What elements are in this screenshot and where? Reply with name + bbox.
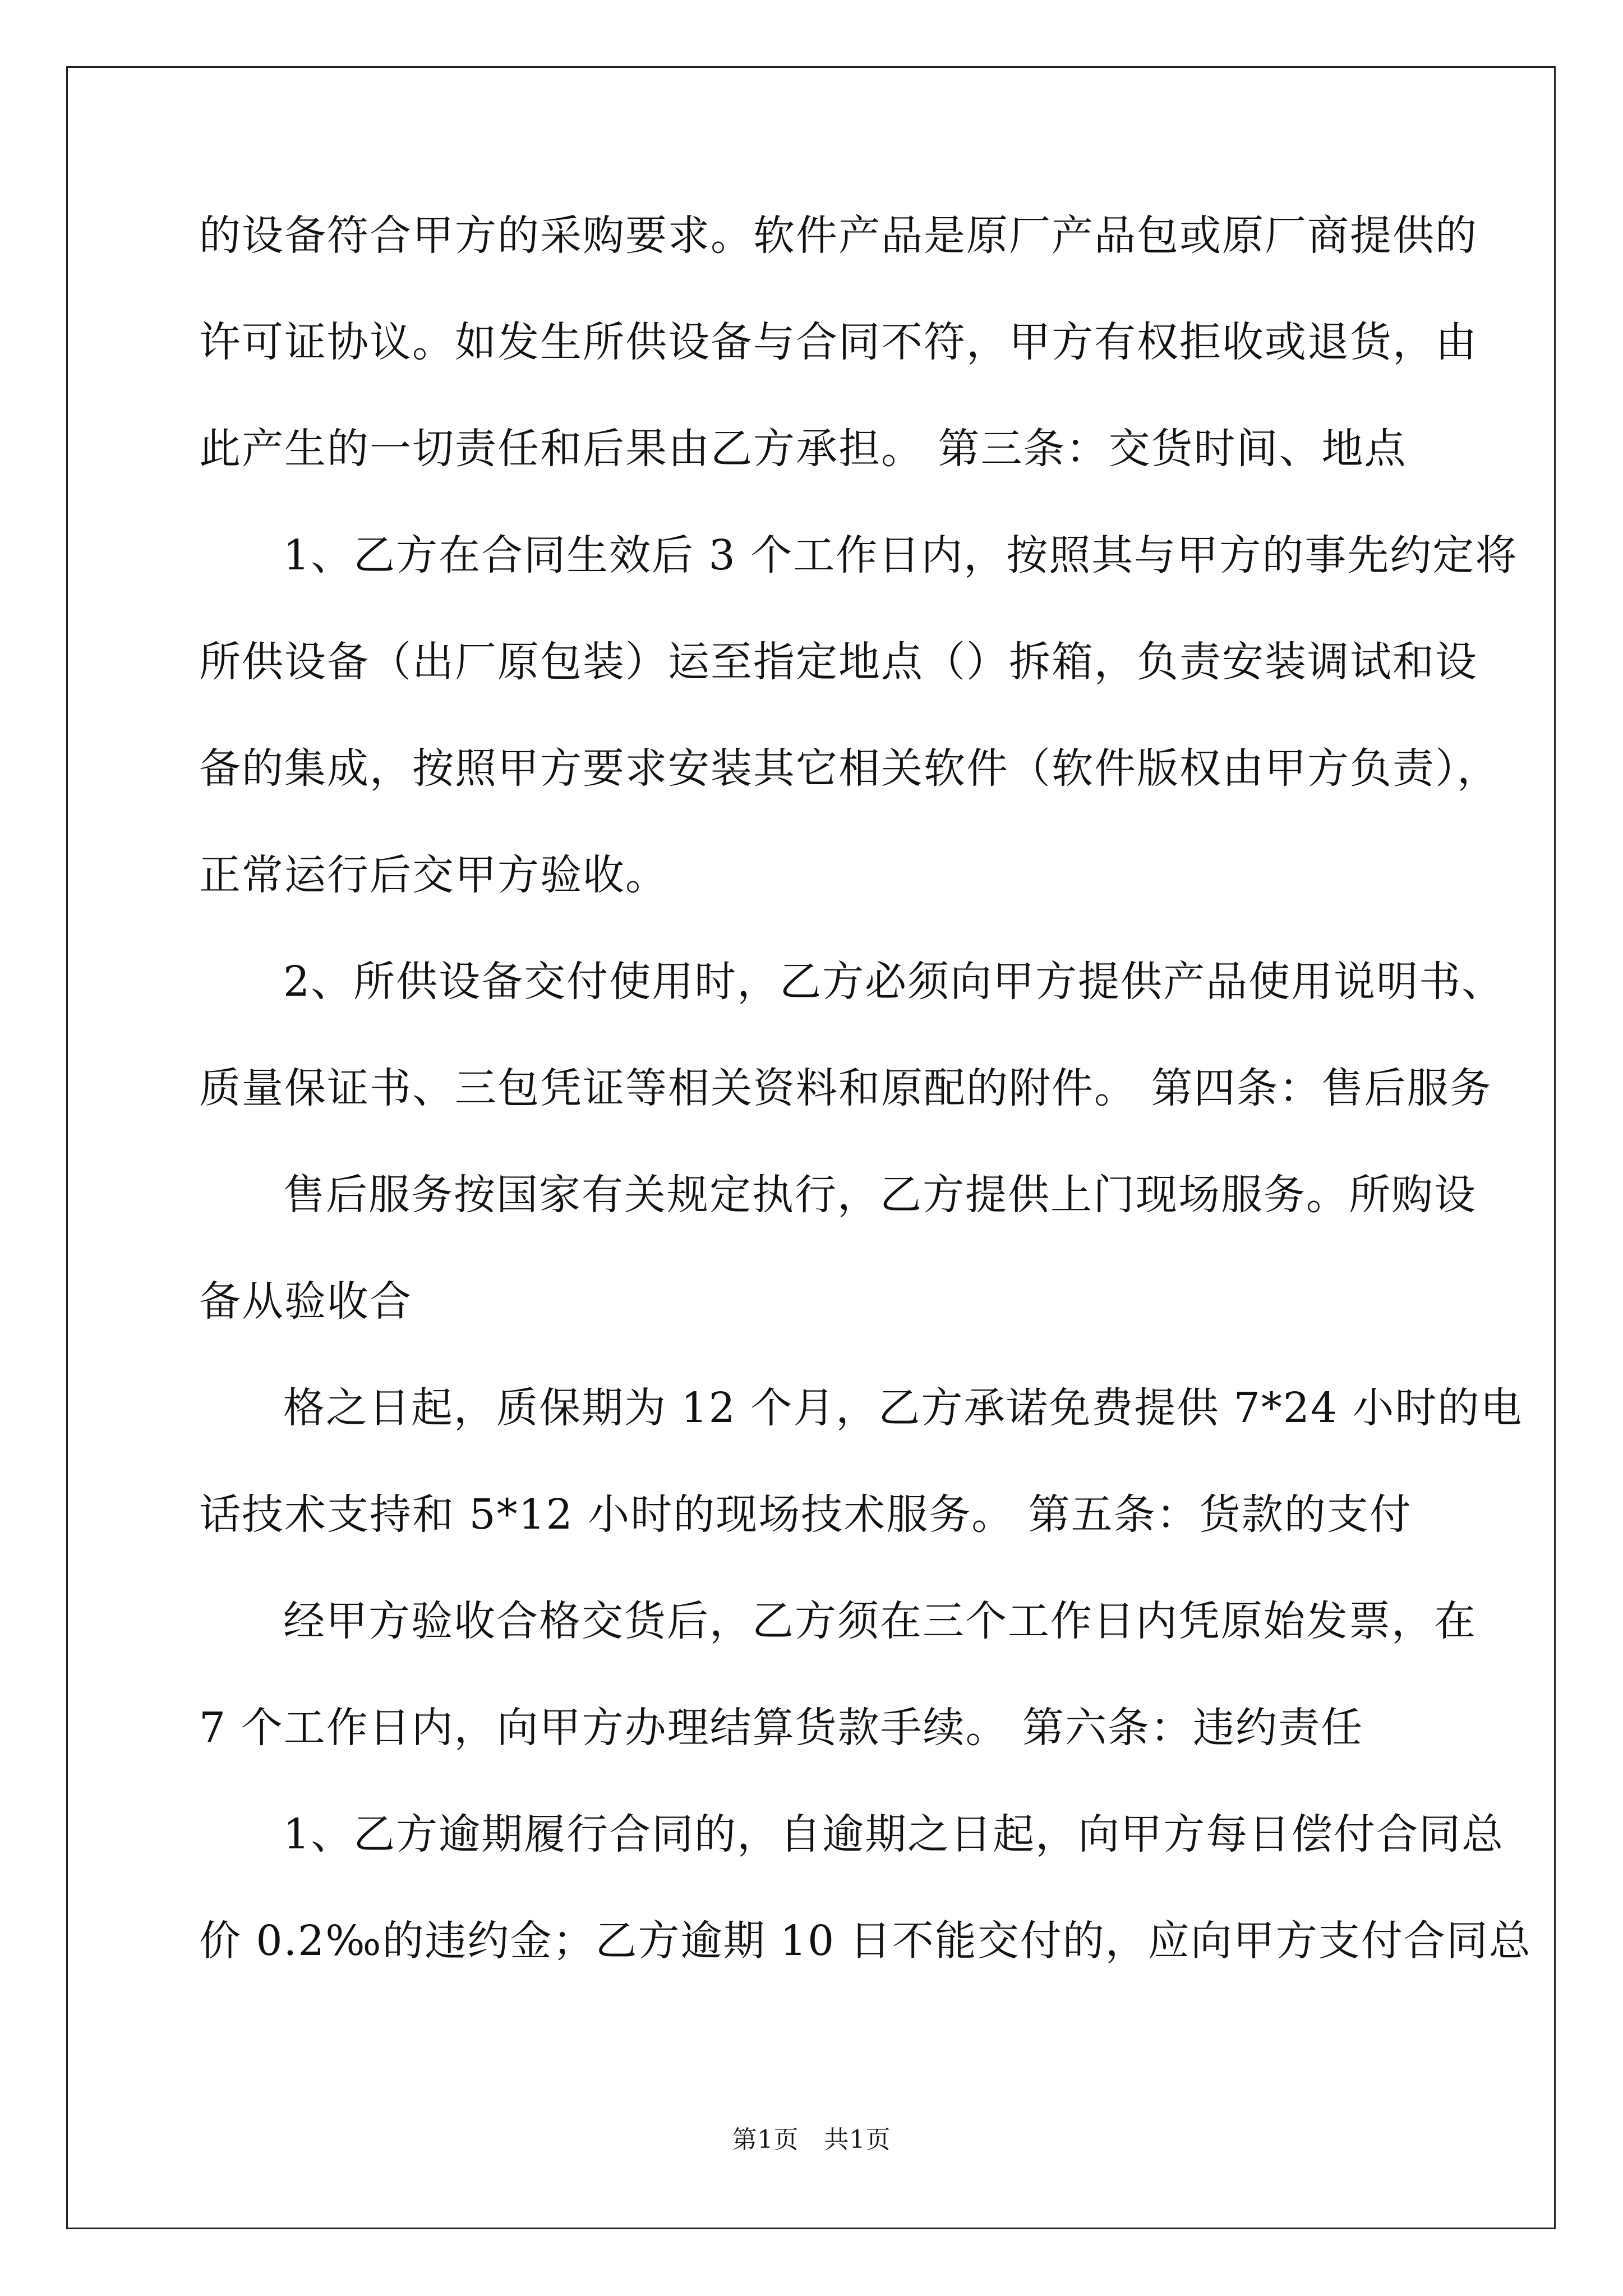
text-line: 经甲方验收合格交货后，乙方须在三个工作日内凭原始发票，在 <box>283 1597 1477 1645</box>
text-line: 售后服务按国家有关规定执行，乙方提供上门现场服务。所购设 <box>283 1171 1477 1219</box>
text-line: 话技术支持和 5*12 小时的现场技术服务。 第五条：货款的支付 <box>199 1490 1412 1539</box>
text-line: 的设备符合甲方的采购要求。软件产品是原厂产品包或原厂商提供的 <box>199 211 1478 260</box>
text-line: 1、乙方在合同生效后 3 个工作日内，按照其与甲方的事先约定将 <box>283 531 1518 579</box>
text-line: 备的集成，按照甲方要求安装其它相关软件（软件版权由甲方负责）， <box>199 744 1500 793</box>
text-line: 所供设备（出厂原包装）运至指定地点（）拆箱，负责安装调试和设 <box>199 638 1478 686</box>
text-line: 1、乙方逾期履行合同的，自逾期之日起，向甲方每日偿付合同总 <box>283 1810 1505 1858</box>
page-footer: 第1页 共1页 <box>732 2125 891 2154</box>
text-line: 价 0.2‰的违约金；乙方逾期 10 日不能交付的，应向甲方支付合同总 <box>199 1917 1532 1965</box>
text-line: 许可证协议。如发生所供设备与合同不符，甲方有权拒收或退货，由 <box>199 318 1478 366</box>
text-line: 正常运行后交甲方验收。 <box>199 851 668 899</box>
text-line: 质量保证书、三包凭证等相关资料和原配的附件。 第四条：售后服务 <box>199 1064 1492 1112</box>
text-line: 备从验收合 <box>199 1277 412 1326</box>
text-line: 此产生的一切责任和后果由乙方承担。 第三条：交货时间、地点 <box>199 425 1407 473</box>
text-line: 格之日起，质保期为 12 个月，乙方承诺免费提供 7*24 小时的电 <box>283 1384 1523 1432</box>
text-line: 7 个工作日内，向甲方办理结算货款手续。 第六条：违约责任 <box>199 1704 1364 1752</box>
page-border <box>66 66 1556 2229</box>
text-line: 2、所供设备交付使用时，乙方必须向甲方提供产品使用说明书、 <box>283 958 1505 1006</box>
